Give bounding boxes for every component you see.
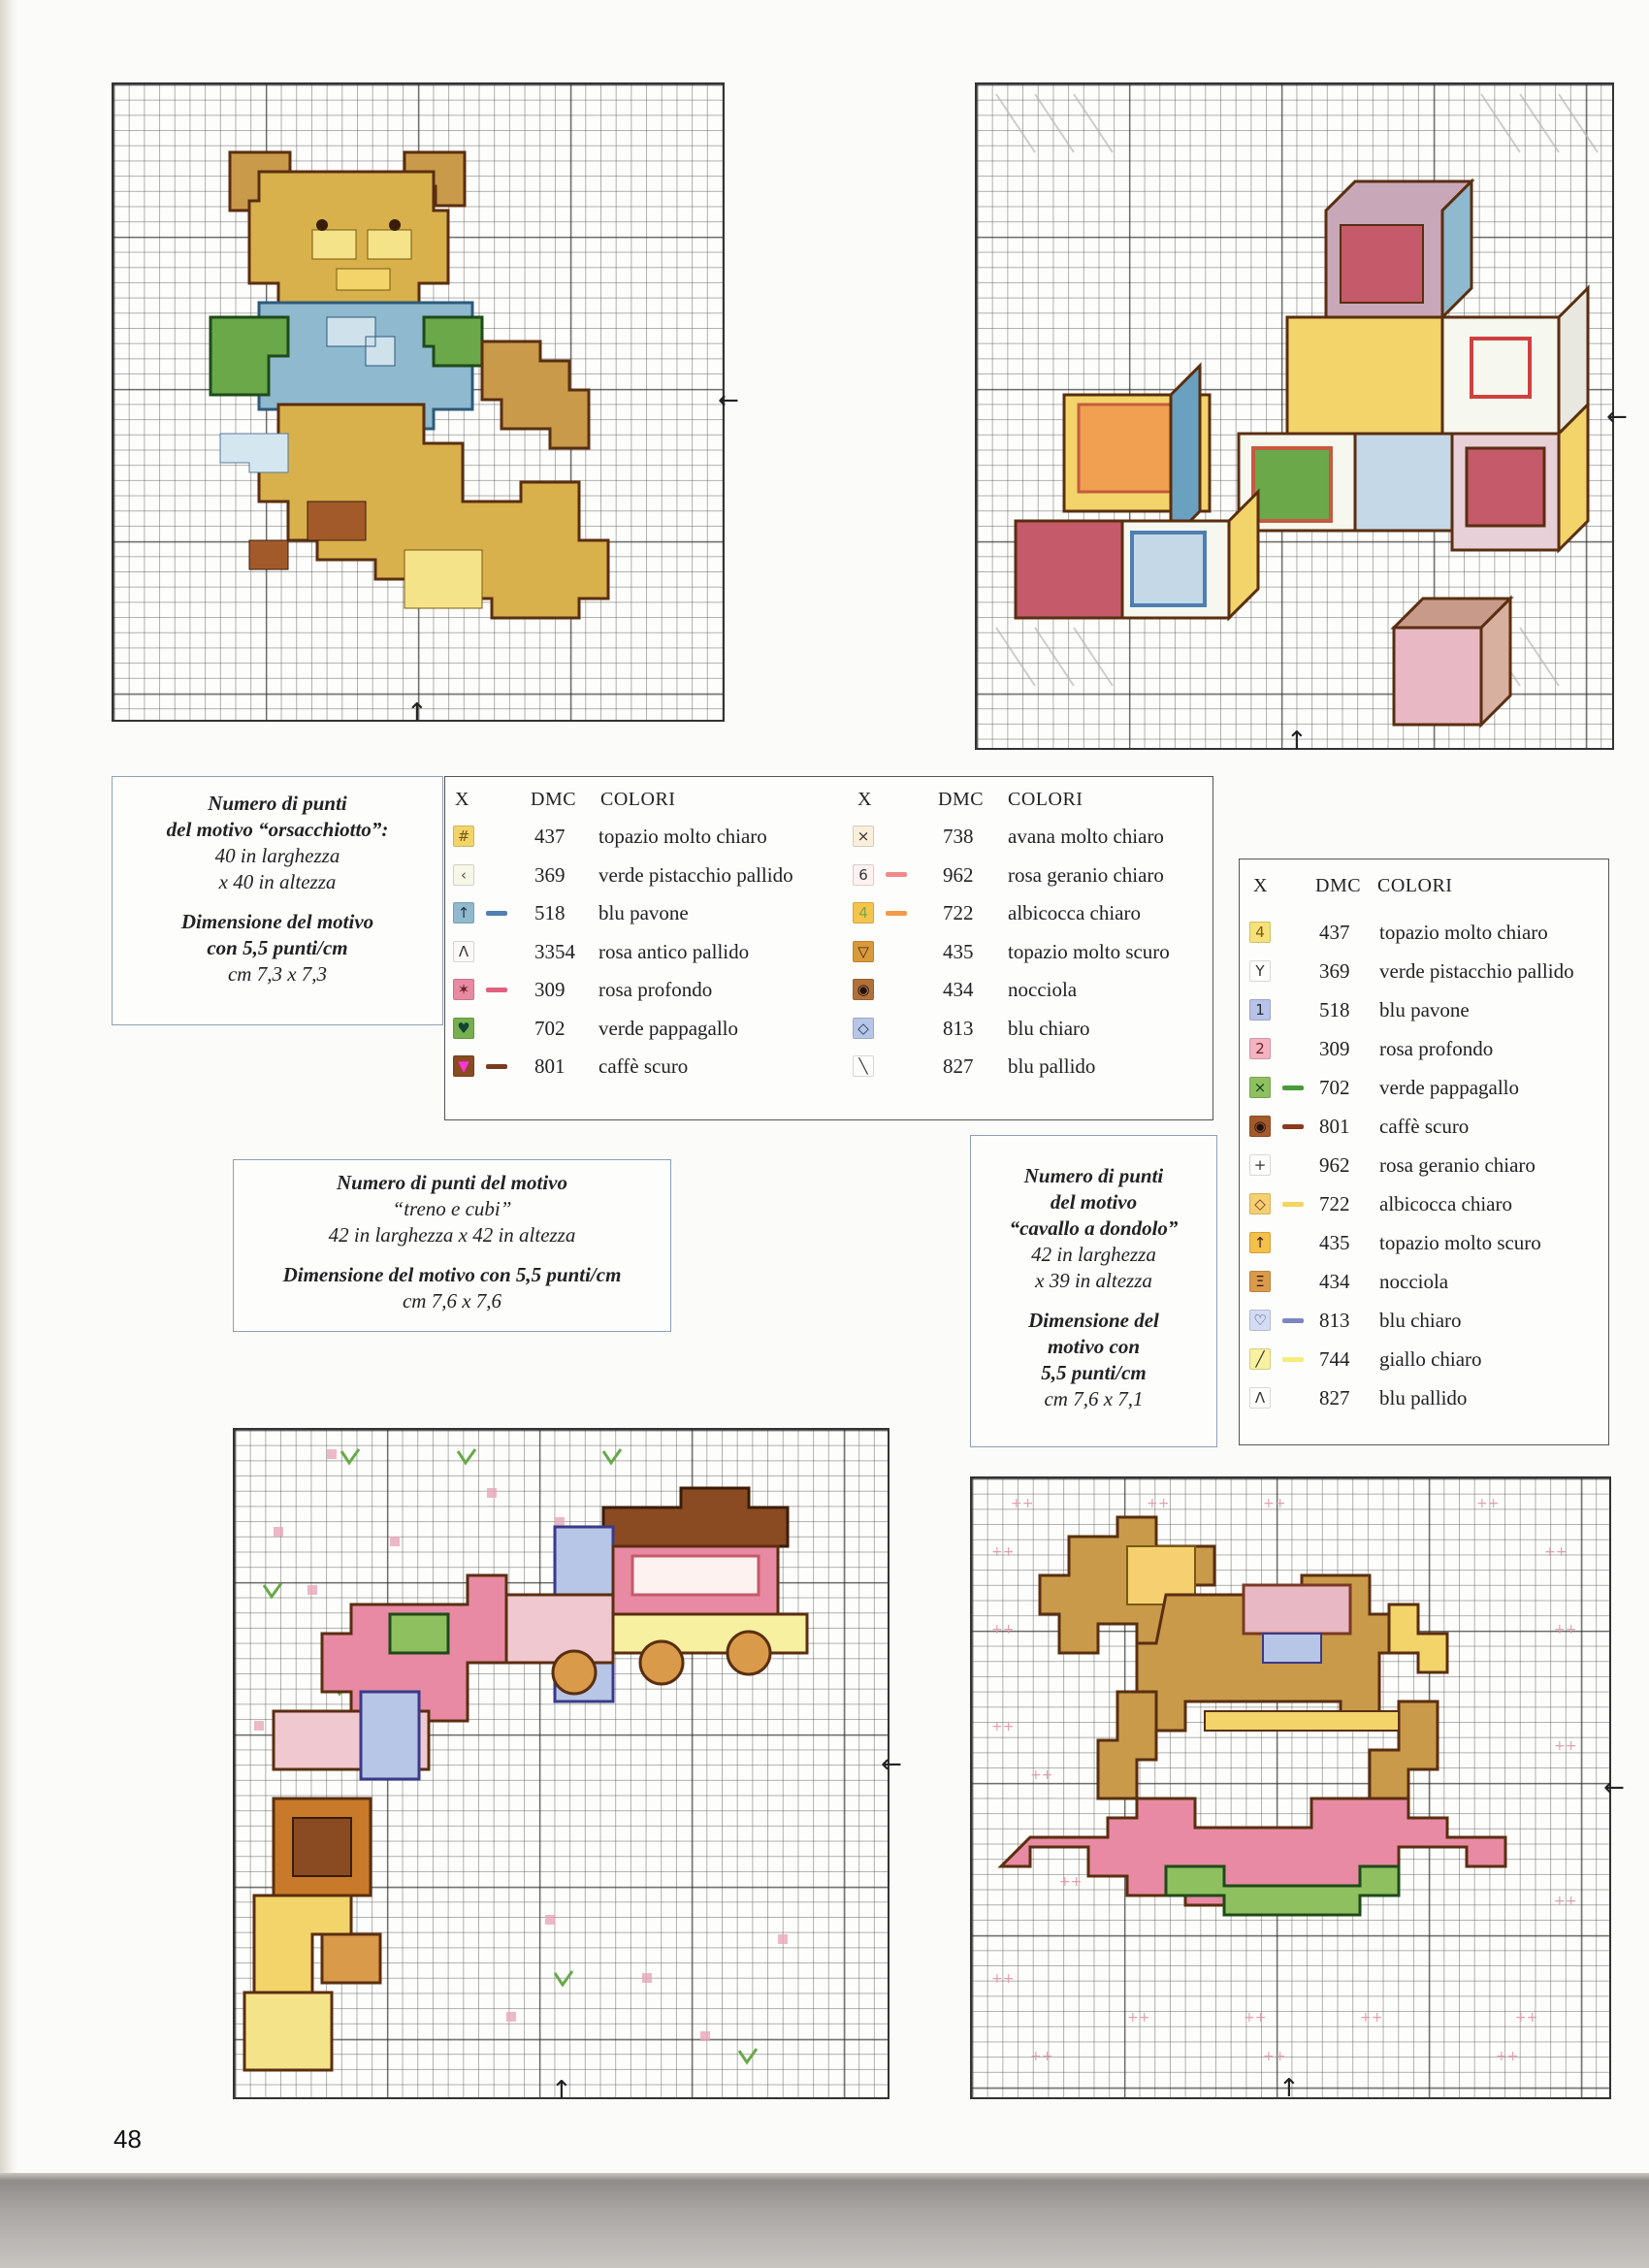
center-arrow-right: ← <box>1603 1773 1625 1802</box>
blocks-motif <box>977 84 1612 748</box>
legend-symbol: ▼ <box>453 1055 474 1077</box>
legend-color-name: blu chiaro <box>1008 1016 1090 1040</box>
legend-dmc-code: 801 <box>534 1054 566 1078</box>
legend-backstitch-swatch <box>886 872 907 877</box>
legend-backstitch-swatch <box>886 911 907 916</box>
legend-dmc-code: 702 <box>1319 1076 1350 1099</box>
legend-dmc-code: 369 <box>534 862 566 887</box>
legend-dmc-code: 435 <box>1319 1231 1350 1254</box>
motif-title-line: “treno e cubi” <box>392 1197 512 1220</box>
legend-symbol: 4 <box>1249 922 1271 943</box>
legend-dmc-code: 744 <box>1319 1347 1350 1371</box>
center-arrow-right: ← <box>718 386 739 415</box>
legend-symbol: # <box>453 826 474 847</box>
svg-text:++: ++ <box>1496 2049 1519 2064</box>
legend-backstitch-swatch <box>1282 1318 1304 1323</box>
legend-dmc-code: 722 <box>943 901 974 924</box>
svg-text:++: ++ <box>1059 1874 1083 1890</box>
page-binding-edge <box>0 0 17 2173</box>
legend-backstitch-swatch <box>1282 1124 1304 1129</box>
legend-header-dmc: DMC <box>1315 875 1362 896</box>
legend-symbol: ╱ <box>1249 1348 1271 1370</box>
legend-color-name: topazio molto chiaro <box>598 825 767 848</box>
teddy-bear-motif <box>113 84 723 720</box>
legend-dmc-code: 434 <box>943 978 974 1001</box>
svg-text:++: ++ <box>991 1971 1015 1987</box>
svg-text:++: ++ <box>1263 2049 1286 2064</box>
size-value: cm 7,6 x 7,1 <box>1044 1387 1144 1410</box>
motif-title-line: Numero di punti <box>208 792 347 815</box>
legend-symbol: 4 <box>853 902 874 923</box>
center-arrow-right: ← <box>1606 403 1628 432</box>
motif-title-line: del motivo <box>1050 1190 1138 1214</box>
legend-symbol: Y <box>1249 960 1271 982</box>
legend-color-name: albicocca chiaro <box>1008 901 1141 924</box>
center-arrow-bottom: ↑ <box>551 2076 572 2105</box>
legend-color-name: rosa profondo <box>1379 1037 1494 1060</box>
legend-header-x: X <box>455 789 469 810</box>
teddy-bear-chart <box>112 82 725 722</box>
center-arrow-bottom: ↑ <box>406 698 428 728</box>
svg-text:++: ++ <box>1030 2049 1053 2064</box>
motif-info-treno-e-cubi <box>233 1159 671 1332</box>
legend-dmc-code: 962 <box>1319 1153 1350 1177</box>
legend-symbol: + <box>1249 1154 1271 1176</box>
legend-dmc-code: 738 <box>943 825 974 848</box>
legend-color-name: blu chiaro <box>1379 1309 1462 1332</box>
legend-dmc-code: 827 <box>1319 1386 1350 1409</box>
legend-header-dmc: DMC <box>531 789 577 810</box>
legend-dmc-code: 434 <box>1319 1270 1350 1293</box>
legend-backstitch-swatch <box>486 911 507 916</box>
scan-bottom-edge <box>0 2173 1649 2268</box>
legend-dmc-code: 518 <box>1319 998 1350 1021</box>
legend-backstitch-swatch <box>486 988 507 992</box>
motif-title-line: del motivo “orsacchiotto”: <box>166 818 389 841</box>
center-arrow-bottom: ↑ <box>1286 727 1308 756</box>
svg-text:++: ++ <box>1554 1738 1577 1754</box>
rocking-horse-motif <box>972 1478 1609 2097</box>
svg-text:++: ++ <box>1360 2010 1383 2025</box>
legend-color-name: giallo chiaro <box>1379 1347 1482 1371</box>
size-title-line: con 5,5 punti/cm <box>207 936 348 959</box>
legend-symbol: Λ <box>453 941 474 962</box>
svg-text:++: ++ <box>1554 1894 1577 1909</box>
color-legend-secondary <box>1239 859 1609 1445</box>
legend-symbol: ◇ <box>1249 1193 1271 1215</box>
legend-symbol: ◉ <box>1249 1116 1271 1137</box>
svg-text:++: ++ <box>991 1622 1015 1637</box>
svg-text:++: ++ <box>1030 1767 1053 1783</box>
legend-dmc-code: 435 <box>943 939 974 963</box>
rocking-horse-chart <box>970 1476 1611 2103</box>
motif-info-cavallo-a-dondolo <box>970 1135 1217 1447</box>
legend-header-colori: COLORI <box>600 789 676 810</box>
legend-symbol: ⨯ <box>853 826 874 847</box>
legend-symbol: 2 <box>1249 1038 1271 1059</box>
size-title-line: 5,5 punti/cm <box>1041 1361 1147 1384</box>
stitch-count-line: 42 in larghezza <box>1031 1243 1156 1266</box>
motif-title-line: “cavallo a dondolo” <box>1009 1216 1179 1240</box>
svg-text:++: ++ <box>1263 1496 1286 1511</box>
legend-color-name: avana molto chiaro <box>1008 825 1164 848</box>
legend-symbol: ↑ <box>1249 1232 1271 1253</box>
motif-title-line: Numero di punti del motivo <box>336 1171 567 1194</box>
legend-symbol: ◇ <box>853 1018 874 1039</box>
center-arrow-bottom: ↑ <box>1278 2074 1300 2103</box>
legend-symbol: ↑ <box>453 902 474 923</box>
legend-color-name: nocciola <box>1379 1270 1449 1293</box>
legend-dmc-code: 722 <box>1319 1192 1350 1215</box>
legend-color-name: rosa geranio chiaro <box>1008 862 1164 887</box>
legend-color-name: caffè scuro <box>1379 1115 1470 1138</box>
legend-backstitch-swatch <box>1282 1357 1304 1362</box>
legend-symbol: Λ <box>1249 1387 1271 1409</box>
blocks-chart <box>975 82 1614 750</box>
svg-text:++: ++ <box>1515 2010 1538 2025</box>
motif-title-line: Numero di punti <box>1023 1164 1164 1187</box>
legend-dmc-code: 309 <box>1319 1037 1350 1060</box>
svg-text:++: ++ <box>991 1719 1015 1734</box>
svg-text:++: ++ <box>1476 1496 1500 1511</box>
stitch-count-line: x 40 in altezza <box>218 870 337 893</box>
train-chart <box>233 1428 889 2099</box>
legend-dmc-code: 813 <box>1319 1309 1350 1332</box>
center-arrow-right: ← <box>881 1750 902 1779</box>
legend-color-name: rosa geranio chiaro <box>1379 1153 1536 1177</box>
legend-symbol: ‹ <box>453 864 474 886</box>
svg-text:++: ++ <box>1147 1496 1170 1511</box>
legend-symbol: Ξ <box>1249 1271 1271 1292</box>
legend-backstitch-swatch <box>1282 1085 1304 1090</box>
legend-color-name: caffè scuro <box>598 1054 689 1078</box>
legend-color-name: verde pappagallo <box>1379 1076 1520 1099</box>
legend-header-x: X <box>1253 875 1268 896</box>
legend-symbol: ◉ <box>853 979 874 1000</box>
legend-symbol: ✶ <box>453 979 474 1000</box>
legend-symbol: ♡ <box>1249 1310 1271 1331</box>
stitch-count-line: 40 in larghezza <box>214 844 340 867</box>
stitch-count-line: 42 in larghezza x 42 in altezza <box>328 1223 576 1247</box>
legend-backstitch-swatch <box>1282 1202 1304 1207</box>
legend-symbol: ▽ <box>853 941 874 962</box>
legend-color-name: verde pistacchio pallido <box>1379 959 1574 983</box>
legend-color-name: rosa profondo <box>598 978 713 1001</box>
legend-dmc-code: 827 <box>943 1054 974 1078</box>
size-title-line: Dimensione del <box>1028 1309 1159 1332</box>
size-title-line: Dimensione del motivo <box>180 910 374 933</box>
train-motif <box>235 1430 888 2097</box>
legend-color-name: topazio molto scuro <box>1379 1231 1541 1254</box>
legend-header-colori: COLORI <box>1377 875 1453 896</box>
legend-dmc-code: 369 <box>1319 959 1350 983</box>
legend-dmc-code: 518 <box>534 901 566 924</box>
svg-text:++: ++ <box>991 1544 1015 1560</box>
legend-backstitch-swatch <box>486 1064 507 1069</box>
legend-symbol: 1 <box>1249 999 1271 1021</box>
legend-color-name: blu pavone <box>1379 998 1470 1021</box>
color-legend-main <box>444 776 1213 1120</box>
legend-color-name: blu pallido <box>1379 1386 1468 1409</box>
motif-info-orsacchiotto <box>112 776 443 1025</box>
legend-dmc-code: 702 <box>534 1016 566 1040</box>
legend-dmc-code: 437 <box>1319 921 1350 944</box>
legend-dmc-code: 3354 <box>534 939 575 963</box>
svg-text:++: ++ <box>1554 1622 1577 1637</box>
legend-header-colori: COLORI <box>1008 789 1083 810</box>
legend-header-dmc: DMC <box>938 789 985 810</box>
legend-color-name: blu pavone <box>598 901 689 924</box>
svg-text:++: ++ <box>1011 1496 1034 1511</box>
legend-color-name: topazio molto scuro <box>1008 939 1170 963</box>
legend-symbol: ⨯ <box>1249 1077 1271 1098</box>
legend-symbol: ╲ <box>853 1055 874 1077</box>
legend-symbol: 6 <box>853 864 874 886</box>
legend-dmc-code: 801 <box>1319 1115 1350 1138</box>
legend-color-name: nocciola <box>1008 978 1078 1001</box>
legend-color-name: verde pistacchio pallido <box>598 862 793 887</box>
legend-color-name: albicocca chiaro <box>1379 1192 1512 1215</box>
page-number: 48 <box>113 2124 142 2154</box>
legend-color-name: topazio molto chiaro <box>1379 921 1548 944</box>
svg-text:++: ++ <box>1127 2010 1150 2025</box>
legend-header-x: X <box>857 789 872 810</box>
legend-color-name: blu pallido <box>1008 1054 1096 1078</box>
legend-dmc-code: 309 <box>534 978 566 1001</box>
legend-symbol: ♥ <box>453 1018 474 1039</box>
legend-color-name: verde pappagallo <box>598 1016 739 1040</box>
stitch-count-line: x 39 in altezza <box>1035 1269 1152 1292</box>
size-title-line: motivo con <box>1047 1335 1141 1358</box>
legend-color-name: rosa antico pallido <box>598 939 750 963</box>
legend-dmc-code: 962 <box>943 862 974 887</box>
svg-text:++: ++ <box>1544 1544 1568 1560</box>
size-title-line: Dimensione del motivo con 5,5 punti/cm <box>282 1263 622 1286</box>
size-value: cm 7,6 x 7,6 <box>402 1289 502 1312</box>
legend-dmc-code: 437 <box>534 825 566 848</box>
size-value: cm 7,3 x 7,3 <box>227 962 328 986</box>
legend-dmc-code: 813 <box>943 1016 974 1040</box>
svg-text:++: ++ <box>1244 2010 1267 2025</box>
